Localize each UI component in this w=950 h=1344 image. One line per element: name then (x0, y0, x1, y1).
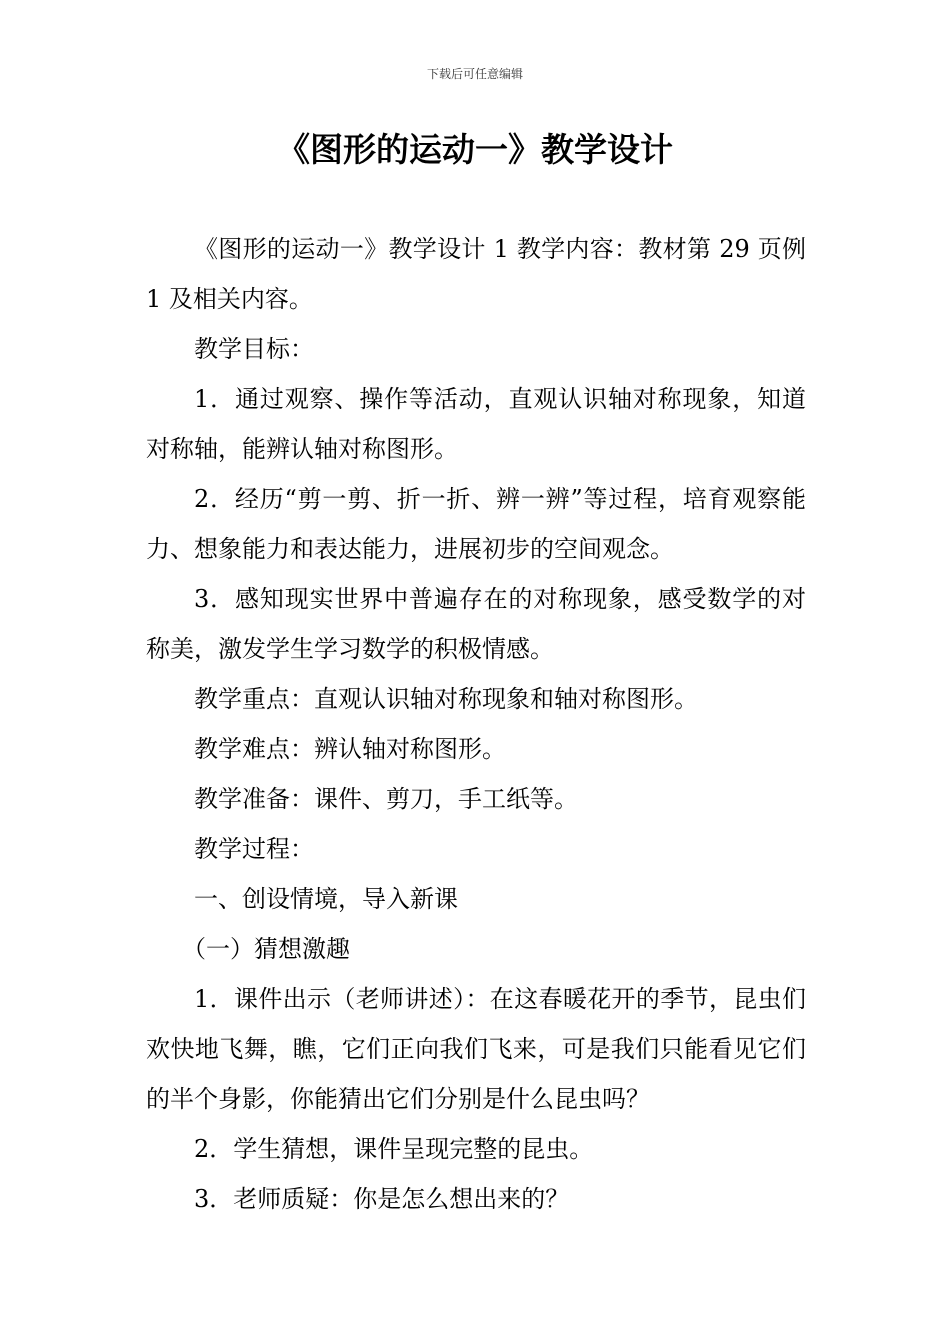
paragraph-process-heading: 教学过程： (194, 835, 314, 863)
paragraph-subsection-1: （一）猜想激趣 (182, 935, 350, 963)
paragraph-objective-1: 1．通过观察、操作等活动，直观认识轴对称现象，知道对称轴，能辨认轴对称图形。 (146, 385, 806, 463)
paragraph-difficulty: 教学难点：辨认轴对称图形。 (194, 735, 506, 763)
paragraph-objective-2: 2．经历“剪一剪、折一折、辨一辨”等过程，培育观察能力、想象能力和表达能力，进展初步的空间观念。 (146, 485, 806, 563)
header-note: 下载后可任意编辑 (426, 67, 523, 81)
paragraph-key-point: 教学重点：直观认识轴对称现象和轴对称图形。 (194, 685, 698, 713)
paragraph-objectives-heading: 教学目标： (194, 335, 314, 363)
paragraph-preparation: 教学准备：课件、剪刀，手工纸等。 (194, 785, 578, 813)
paragraph-section-1: 一、创设情境，导入新课 (194, 885, 458, 913)
paragraph-intro: 《图形的运动一》教学设计 1 教学内容：教材第 29 页例 1 及相关内容。 (146, 235, 806, 313)
paragraph-step-1: 1．课件出示（老师讲述）：在这春暖花开的季节，昆虫们欢快地飞舞，瞧，它们正向我们飞来，可是我们只能看见它们的半个身影，你能猜出它们分别是什么昆虫吗？ (146, 985, 806, 1113)
document-title: 《图形的运动一》教学设计 (277, 130, 673, 169)
paragraph-step-3: 3．老师质疑：你是怎么想出来的？ (194, 1185, 570, 1213)
paragraph-step-2: 2．学生猜想，课件呈现完整的昆虫。 (194, 1135, 594, 1163)
document-body (146, 224, 806, 1224)
paragraph-objective-3: 3．感知现实世界中普遍存在的对称现象，感受数学的对称美，激发学生学习数学的积极情感。 (146, 585, 806, 663)
